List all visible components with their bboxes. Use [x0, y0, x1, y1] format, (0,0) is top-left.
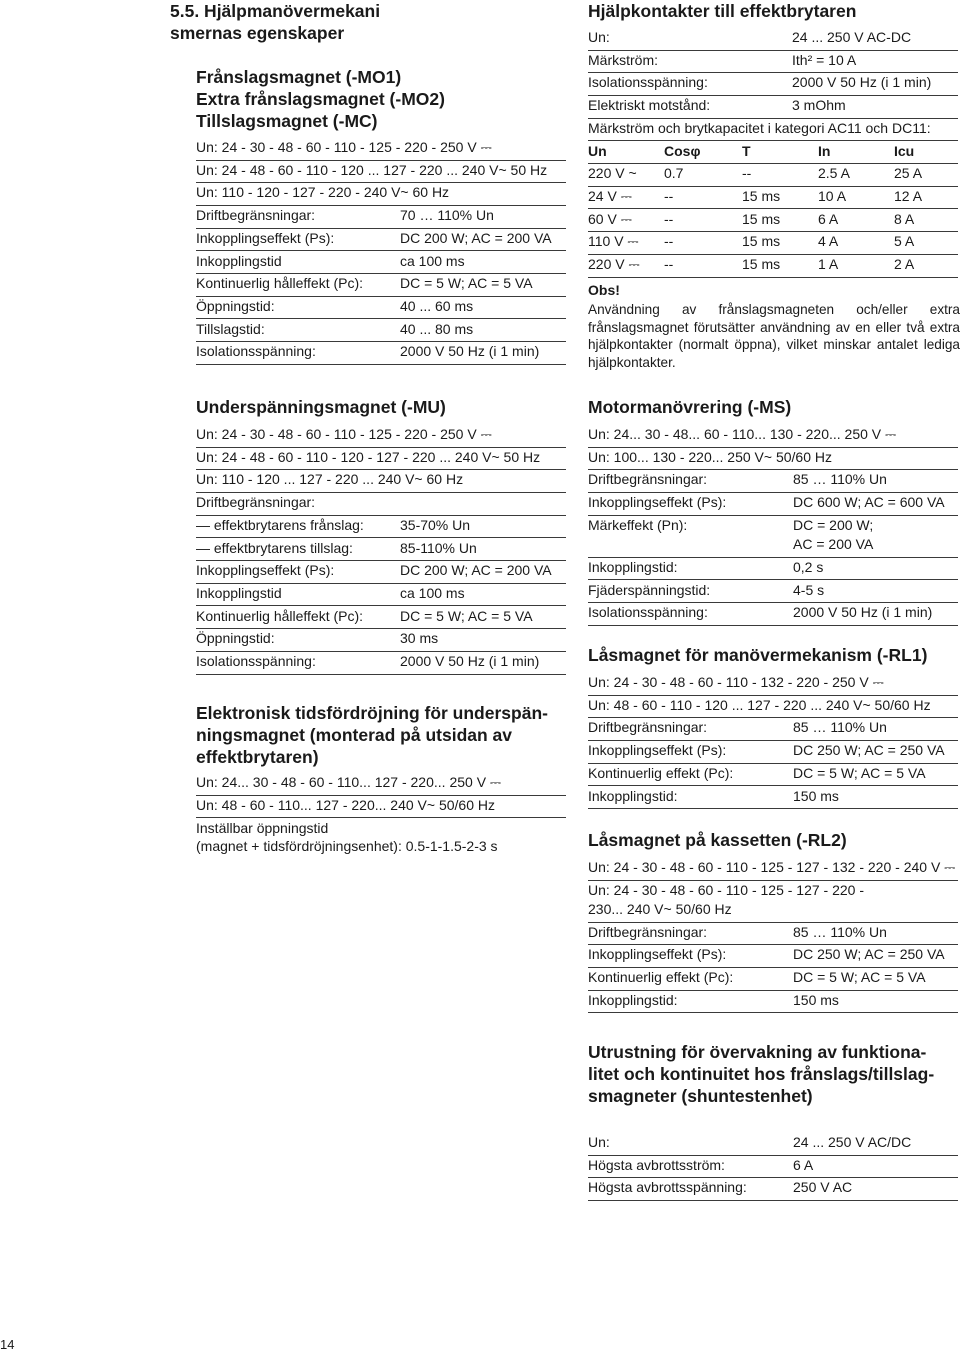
monitor-label: Högsta avbrottsspänning: — [588, 1179, 747, 1196]
aux-table-cell: -- — [742, 165, 752, 182]
undervoltage-value: DC 200 W; AC = 200 VA — [400, 562, 552, 579]
motor-row — [588, 580, 958, 604]
trip-coil-row — [196, 228, 566, 252]
aux-table-row — [588, 163, 958, 187]
trip-coil-label: Un: 110 - 120 - 127 - 220 - 240 V~ 60 Hz — [196, 184, 450, 201]
obs-text: Användning av frånslagsmagneten och/eller extra frånslagsmagnet förutsätter användning av en eller två extra hjälpkontakter (normalt öppna), vilket minskar antalet lediga hjälpkontakter. — [588, 302, 960, 370]
undervoltage-row — [196, 515, 566, 539]
undervoltage-row — [196, 492, 566, 516]
undervoltage-label: — effektbrytarens tillslag: — [196, 539, 353, 556]
motor-value: 85 … 110% Un — [793, 471, 887, 488]
aux-table-header-cell: T — [742, 142, 751, 159]
rl1-label: Inkopplingstid: — [588, 787, 678, 804]
trip-coil-row — [196, 251, 566, 275]
undervoltage-title: Underspänningsmagnet (-MU) — [196, 397, 446, 417]
aux-table-cell: -- — [664, 233, 674, 250]
trip-coil-value: DC 200 W; AC = 200 VA — [400, 229, 552, 246]
rl1-label: Un: 24 - 30 - 48 - 60 - 110 - 132 - 220 - 250 V ⎓ — [588, 674, 884, 690]
trip-coil-value: 2000 V 50 Hz (i 1 min) — [400, 343, 540, 360]
motor-value: 4-5 s — [793, 581, 825, 598]
aux-table-cell: 4 A — [818, 233, 839, 250]
trip-coil-value: ca 100 ms — [400, 252, 465, 269]
motor-label: Driftbegränsningar: — [588, 471, 708, 488]
trip-coil-label: Un: 24 - 48 - 60 - 110 - 120 ... 127 - 220 ... 240 V~ 50 Hz — [196, 161, 548, 178]
aux-table-cell: 0.7 — [664, 165, 684, 182]
rl2-value: 85 … 110% Un — [793, 923, 887, 940]
undervoltage-label: Kontinuerlig hålleffekt (Pc): — [196, 607, 364, 624]
trip-coil-row — [196, 273, 566, 297]
aux-table-header-cell: Cosφ — [664, 142, 701, 159]
trip-coil-label: Öppningstid: — [196, 297, 275, 314]
undervoltage-label: — effektbrytarens frånslag: — [196, 516, 364, 533]
rl2-value: DC 250 W; AC = 250 VA — [793, 946, 945, 963]
aux-contacts-label: Märkström och brytkapacitet i kategori AC11 och DC11: — [588, 119, 931, 136]
undervoltage-label: Isolationsspänning: — [196, 653, 316, 669]
rl1-value: 85 … 110% Un — [793, 719, 887, 736]
rl2-value: 150 ms — [793, 991, 839, 1008]
time-delay-label: Un: 48 - 60 - 110... 127 - 220... 240 V~ 50/60 Hz — [196, 796, 495, 813]
trip-coil-value: 40 ... 60 ms — [400, 297, 474, 314]
trip-coil-row — [196, 296, 566, 320]
page-number: 14 — [0, 1337, 15, 1352]
aux-table-cell: -- — [664, 210, 674, 227]
aux-contacts-label: Isolationsspänning: — [588, 74, 708, 91]
time-delay-label: Un: 24... 30 - 48 - 60 - 110... 127 - 220... 250 V ⎓ — [196, 774, 502, 790]
undervoltage-label: Inkopplingseffekt (Ps): — [196, 562, 335, 579]
aux-table-cell: 15 ms — [742, 256, 781, 272]
aux-table-cell: 25 A — [894, 165, 923, 182]
undervoltage-label: Inkopplingstid — [196, 584, 282, 601]
trip-coil-row — [196, 341, 566, 365]
trip-coil-value: 40 ... 80 ms — [400, 320, 474, 337]
motor-label: Inkopplingstid: — [588, 558, 678, 575]
rl2-row — [588, 944, 958, 968]
aux-table-header-cell: In — [818, 142, 831, 159]
rl1-row — [588, 695, 958, 719]
rl1-value: DC = 5 W; AC = 5 VA — [793, 764, 926, 781]
aux-contacts-value: 24 ... 250 V AC-DC — [792, 29, 912, 45]
motor-label: Isolationsspänning: — [588, 604, 708, 621]
undervoltage-row — [196, 447, 566, 471]
motor-value: DC 600 W; AC = 600 VA — [793, 494, 945, 511]
motor-value: DC = 200 W; AC = 200 VA — [793, 516, 874, 552]
trip-coil-value: 70 … 110% Un — [400, 207, 494, 224]
monitor-value: 6 A — [793, 1156, 814, 1173]
rl1-label: Un: 48 - 60 - 110 - 120 ... 127 - 220 ... 240 V~ 50/60 Hz — [588, 696, 931, 713]
motor-row — [588, 447, 958, 471]
rl2-row — [588, 967, 958, 991]
aux-contacts-title: Hjälpkontakter till effektbrytaren — [588, 1, 857, 21]
aux-table-cell: 2.5 A — [818, 165, 850, 182]
trip-coil-row — [196, 160, 566, 184]
rl2-label: Inkopplingseffekt (Ps): — [588, 946, 727, 963]
undervoltage-value: 2000 V 50 Hz (i 1 min) — [400, 653, 540, 669]
aux-table-row — [588, 209, 958, 233]
aux-table-cell: 6 A — [818, 210, 839, 227]
trip-coil-row — [196, 319, 566, 343]
aux-table-cell: 2 A — [894, 256, 915, 272]
rl1-value: DC 250 W; AC = 250 VA — [793, 742, 945, 759]
motor-label: Märkeffekt (Pn): — [588, 516, 688, 533]
time-delay-row — [196, 772, 566, 796]
aux-contacts-label: Un: — [588, 29, 610, 45]
motor-row — [588, 602, 958, 626]
monitor-row — [588, 1177, 958, 1201]
aux-table-header-cell: Un — [588, 142, 607, 159]
aux-contacts-label: Märkström: — [588, 51, 658, 68]
rl1-row — [588, 717, 958, 741]
trip-coil-label: Driftbegränsningar: — [196, 207, 316, 224]
aux-contacts-row — [588, 118, 958, 142]
aux-table-cell: 1 A — [818, 256, 839, 272]
rl1-row — [588, 763, 958, 787]
trip-coil-label: Un: 24 - 30 - 48 - 60 - 110 - 125 - 220 - 250 V ⎓ — [196, 139, 492, 155]
trip-coil-label: Isolationsspänning: — [196, 343, 316, 360]
motor-title: Motormanövrering (-MS) — [588, 397, 792, 417]
rl2-row — [588, 990, 958, 1014]
monitor-label: Högsta avbrottsström: — [588, 1156, 725, 1173]
undervoltage-label: Un: 24 - 48 - 60 - 110 - 120 - 127 - 220 ... 240 V~ 50 Hz — [196, 448, 541, 465]
undervoltage-row — [196, 424, 566, 448]
motor-label: Fjäderspänningstid: — [588, 581, 711, 598]
aux-table-row — [588, 231, 958, 255]
rl1-label: Driftbegränsningar: — [588, 719, 708, 736]
undervoltage-value: 35-70% Un — [400, 516, 471, 533]
undervoltage-row — [196, 651, 566, 675]
trip-coil-label: Inkopplingseffekt (Ps): — [196, 229, 335, 246]
undervoltage-value: 85-110% Un — [400, 539, 477, 556]
rl2-title: Låsmagnet på kassetten (-RL2) — [588, 830, 847, 850]
rl2-row — [588, 922, 958, 946]
undervoltage-label: Un: 24 - 30 - 48 - 60 - 110 - 125 - 220 - 250 V ⎓ — [196, 426, 492, 442]
rl1-label: Kontinuerlig effekt (Pc): — [588, 764, 734, 781]
aux-contacts-row — [588, 27, 958, 51]
motor-row — [588, 515, 958, 558]
main-title: 5.5. Hjälpmanövermekani smernas egenskaper — [170, 1, 381, 43]
motor-value: 0,2 s — [793, 558, 824, 575]
obs-label: Obs! — [588, 282, 620, 298]
aux-table-cell: 15 ms — [742, 187, 781, 204]
aux-table-cell: 10 A — [818, 187, 847, 204]
aux-table-row — [588, 254, 958, 278]
motor-row — [588, 469, 958, 493]
monitor-value: 24 ... 250 V AC/DC — [793, 1134, 912, 1150]
motor-row — [588, 424, 958, 448]
monitor-label: Un: — [588, 1134, 610, 1150]
undervoltage-row — [196, 628, 566, 652]
aux-table-cell: -- — [664, 187, 674, 204]
motor-label: Un: 24... 30 - 48... 60 - 110... 130 - 220... 250 V ⎓ — [588, 426, 897, 442]
time-delay-note: Inställbar öppningstid (magnet + tidsfördröjningsenhet): 0.5-1-1.5-2-3 s — [196, 820, 498, 854]
monitor-value: 250 V AC — [793, 1179, 853, 1196]
rl1-row — [588, 740, 958, 764]
trip-coil-label: Inkopplingstid — [196, 252, 282, 269]
undervoltage-row — [196, 469, 566, 493]
undervoltage-value: DC = 5 W; AC = 5 VA — [400, 607, 533, 624]
aux-contacts-row — [588, 72, 958, 96]
rl1-label: Inkopplingseffekt (Ps): — [588, 742, 727, 759]
motor-row — [588, 557, 958, 581]
rl2-label: Inkopplingstid: — [588, 991, 678, 1008]
monitor-row — [588, 1132, 958, 1156]
aux-table-cell: 15 ms — [742, 233, 781, 250]
motor-row — [588, 492, 958, 516]
aux-contacts-value: 2000 V 50 Hz (i 1 min) — [792, 74, 932, 91]
motor-value: 2000 V 50 Hz (i 1 min) — [793, 604, 933, 621]
aux-table-cell: 12 A — [894, 187, 923, 204]
undervoltage-value: 30 ms — [400, 630, 439, 647]
aux-table-header-cell: Icu — [894, 142, 915, 159]
aux-table-cell: 24 V ⎓ — [588, 187, 632, 204]
aux-contacts-row — [588, 50, 958, 74]
monitor-title: Utrustning för övervakning av funktiona- litet och kontinuitet hos frånslags/tillslag- smagneter (shuntestenhet) — [588, 1042, 935, 1106]
aux-contacts-value: 3 mOhm — [792, 97, 846, 114]
rl2-value: DC = 5 W; AC = 5 VA — [793, 969, 926, 986]
time-delay-row — [196, 795, 566, 819]
aux-table-cell: 220 V ⎓ — [588, 256, 640, 272]
aux-table-cell: -- — [664, 256, 674, 272]
undervoltage-row — [196, 560, 566, 584]
rl1-title: Låsmagnet för manövermekanism (-RL1) — [588, 645, 928, 665]
trip-coil-label: Kontinuerlig hålleffekt (Pc): — [196, 275, 364, 292]
rl1-value: 150 ms — [793, 787, 839, 804]
time-delay-title: Elektronisk tidsfördröjning för underspän- ningsmagnet (monterad på utsidan av effektbrytaren) — [196, 703, 548, 767]
trip-coil-row — [196, 182, 566, 206]
rl2-row — [588, 857, 958, 881]
aux-table-header — [588, 141, 958, 165]
rl2-row — [588, 880, 958, 923]
aux-table-cell: 5 A — [894, 233, 915, 250]
motor-label: Un: 100... 130 - 220... 250 V~ 50/60 Hz — [588, 448, 832, 465]
rl2-label: Kontinuerlig effekt (Pc): — [588, 969, 734, 986]
rl2-label: Un: 24 - 30 - 48 - 60 - 110 - 125 - 127 - 220 - 230... 240 V~ 50/60 Hz — [588, 881, 865, 917]
rl1-row — [588, 672, 958, 696]
motor-label: Inkopplingseffekt (Ps): — [588, 494, 727, 511]
aux-table-cell: 15 ms — [742, 210, 781, 227]
trip-coil-row — [196, 137, 566, 161]
rl2-label: Un: 24 - 30 - 48 - 60 - 110 - 125 - 127 - 132 - 220 - 240 V ⎓ — [588, 859, 956, 875]
aux-table-row — [588, 186, 958, 210]
undervoltage-row — [196, 583, 566, 607]
aux-table-cell: 110 V ⎓ — [588, 233, 639, 250]
aux-table-cell: 220 V ~ — [588, 165, 637, 182]
trip-coil-value: DC = 5 W; AC = 5 VA — [400, 275, 533, 292]
rl1-row — [588, 786, 958, 810]
rl2-label: Driftbegränsningar: — [588, 923, 708, 940]
aux-contacts-label: Elektriskt motstånd: — [588, 97, 711, 114]
undervoltage-row — [196, 606, 566, 630]
aux-contacts-value: Ith² = 10 A — [792, 51, 857, 68]
aux-contacts-row — [588, 95, 958, 119]
undervoltage-value: ca 100 ms — [400, 584, 465, 601]
undervoltage-row — [196, 538, 566, 562]
aux-table-cell: 8 A — [894, 210, 915, 227]
monitor-row — [588, 1155, 958, 1179]
trip-coil-title: Frånslagsmagnet (-MO1) Extra frånslagsmagnet (-MO2) Tillslagsmagnet (-MC) — [196, 67, 445, 131]
undervoltage-label: Öppningstid: — [196, 630, 275, 647]
trip-coil-row — [196, 205, 566, 229]
trip-coil-label: Tillslagstid: — [196, 320, 265, 337]
undervoltage-label: Un: 110 - 120 ... 127 - 220 ... 240 V~ 60 Hz — [196, 471, 464, 488]
aux-table-cell: 60 V ⎓ — [588, 210, 632, 227]
undervoltage-label: Driftbegränsningar: — [196, 494, 316, 511]
